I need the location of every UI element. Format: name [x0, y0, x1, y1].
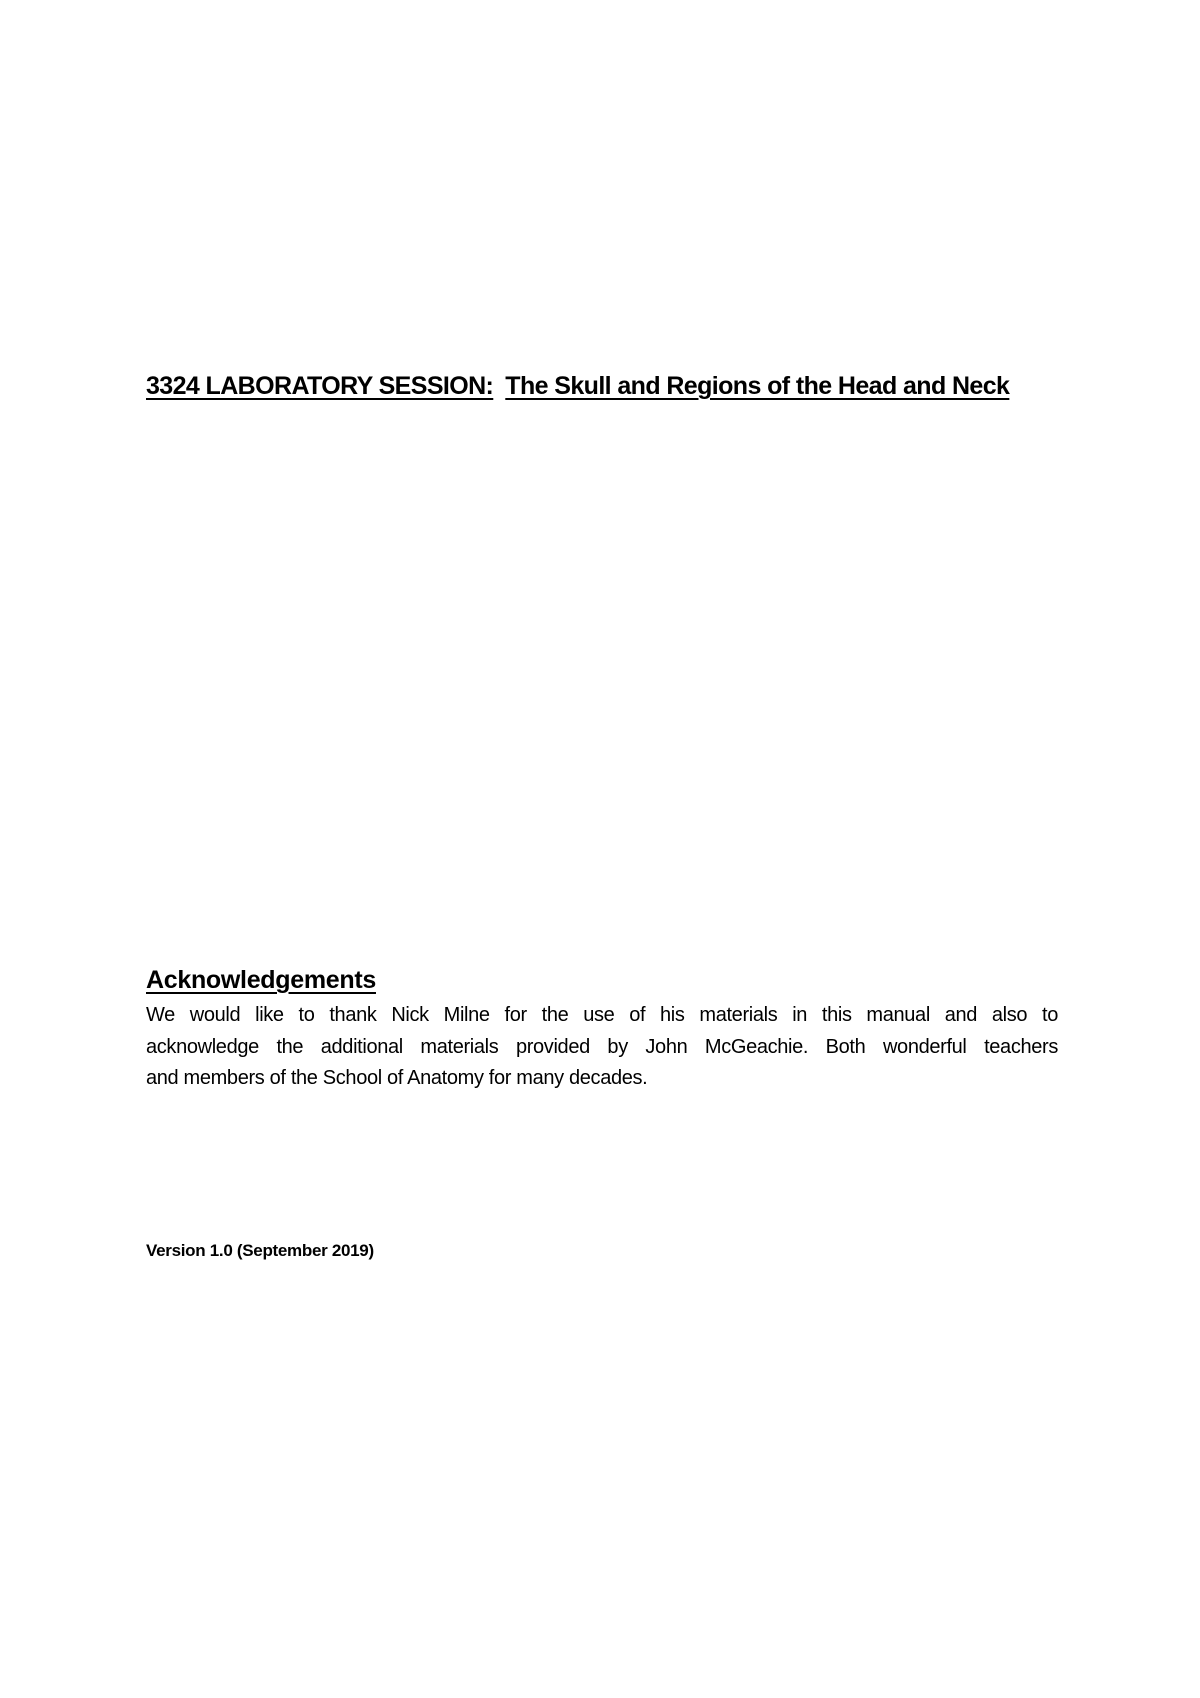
session-title: The Skull and Regions of the Head and Neck: [505, 372, 1010, 400]
document-title: [146, 370, 1066, 402]
acknowledgements-line-2: acknowledge the additional materials provided by John McGeachie. Both wonderful teachers: [146, 1035, 1058, 1058]
acknowledgements-heading: Acknowledgements: [146, 966, 376, 994]
acknowledgements-paragraph: [146, 1000, 1058, 1095]
version-note: Version 1.0 (September 2019): [146, 1241, 374, 1260]
acknowledgements-line-3: and members of the School of Anatomy for many decades.: [146, 1067, 648, 1089]
course-label: 3324 LABORATORY SESSION:: [146, 372, 494, 400]
acknowledgements-line-1: We would like to thank Nick Milne for the use of his materials in this manual and also to: [146, 1004, 1058, 1026]
